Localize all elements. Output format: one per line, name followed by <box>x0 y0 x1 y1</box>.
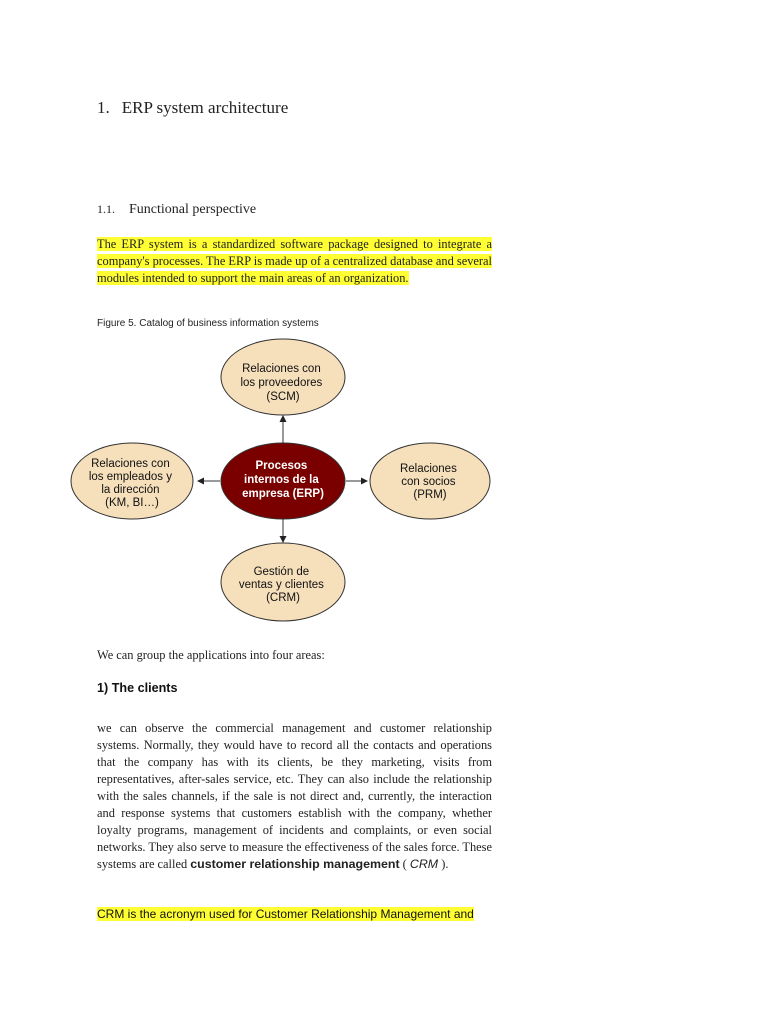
right-line-1: Relaciones <box>399 463 457 475</box>
crm-abbrev-italic: CRM <box>409 857 439 871</box>
section-heading-1 <box>97 98 288 118</box>
right-line-3: (PRM) <box>413 489 447 501</box>
heading-1-text: ERP system architecture <box>121 98 289 117</box>
bottom-line-3: (CRM) <box>266 592 300 604</box>
crm-highlighted-text: CRM is the acronym used for Customer Relationship Management and <box>97 907 474 921</box>
right-line-2: con socios <box>401 476 456 488</box>
bottom-line-2: ventas y clientes <box>238 579 324 591</box>
heading-2-text: Functional perspective <box>129 202 257 217</box>
heading-1-number: 1. <box>97 98 110 117</box>
paren-open: ( <box>399 857 410 871</box>
grouping-text: We can group the applications into four areas: <box>97 648 325 662</box>
left-line-3: la dirección <box>101 484 160 496</box>
left-line-2: los empleados y <box>88 471 172 483</box>
erp-diagram <box>68 336 498 632</box>
clients-subheading: 1) The clients <box>97 681 178 695</box>
section-heading-1-1 <box>97 202 256 218</box>
figure-caption: Figure 5. Catalog of business information systems <box>97 318 319 329</box>
heading-2-number: 1.1. <box>97 202 115 216</box>
center-line-3: empresa (ERP) <box>242 488 324 500</box>
bottom-line-1: Gestión de <box>253 566 310 578</box>
clients-paragraph <box>97 720 492 873</box>
center-line-1: Procesos <box>255 460 308 472</box>
top-line-2: los proveedores <box>240 377 323 389</box>
paren-close: ). <box>438 857 449 871</box>
top-line-3: (SCM) <box>266 391 300 403</box>
crm-paragraph <box>97 906 492 923</box>
intro-highlighted-text: The ERP system is a standardized software package designed to integrate a company's processes. The ERP is made up of a centralized database and several modules intended to support the main areas of an organization. <box>97 237 492 285</box>
top-line-1: Relaciones con <box>242 363 321 375</box>
left-line-4: (KM, BI…) <box>105 497 159 509</box>
crm-term-bold: customer relationship management <box>190 857 400 871</box>
left-line-1: Relaciones con <box>91 458 170 470</box>
intro-paragraph <box>97 236 492 287</box>
clients-paragraph-text: we can observe the commercial management and customer relationship systems. Normally, they would have to record all the contacts and operations that the company has with its clients, be they marketing, visits from representatives, after-sales service, etc. They can also include the relationship with the sales channels, if the sale is not direct and, currently, the interaction and response systems that customers establish with the company, whether loyalty programs, management of incidents and complaints, or even social networks. They also serve to measure the effectiveness of the sales force. These systems are called <box>97 721 492 871</box>
center-line-2: internos de la <box>244 474 319 486</box>
